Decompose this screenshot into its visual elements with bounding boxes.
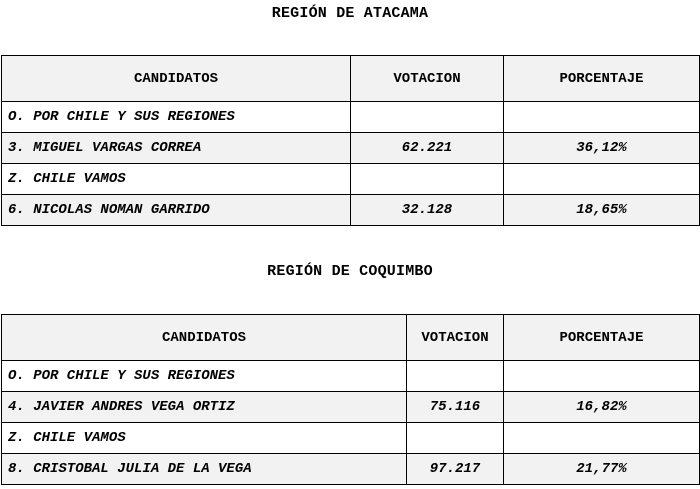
votes-cell xyxy=(407,361,504,392)
candidate-cell: Z. CHILE VAMOS xyxy=(2,164,351,195)
percent-cell xyxy=(504,423,700,454)
percent-cell: 21,77% xyxy=(504,454,700,485)
header-votes: VOTACION xyxy=(351,56,504,102)
percent-cell: 18,65% xyxy=(504,195,700,226)
votes-cell xyxy=(407,423,504,454)
table-row xyxy=(2,423,700,454)
header-percent: PORCENTAJE xyxy=(504,56,700,102)
candidate-cell: 4. JAVIER ANDRES VEGA ORTIZ xyxy=(2,392,407,423)
table-row xyxy=(2,195,700,226)
percent-cell xyxy=(504,361,700,392)
candidate-cell: O. POR CHILE Y SUS REGIONES xyxy=(2,361,407,392)
votes-cell: 75.116 xyxy=(407,392,504,423)
table-header-row xyxy=(2,315,700,361)
table-header-row xyxy=(2,56,700,102)
section-title-coquimbo: REGIÓN DE COQUIMBO xyxy=(267,263,433,280)
table-row xyxy=(2,102,700,133)
table-row xyxy=(2,164,700,195)
percent-cell: 16,82% xyxy=(504,392,700,423)
percent-cell xyxy=(504,102,700,133)
votes-cell: 97.217 xyxy=(407,454,504,485)
header-candidates: CANDIDATOS xyxy=(2,56,351,102)
candidate-cell: O. POR CHILE Y SUS REGIONES xyxy=(2,102,351,133)
candidate-cell: 3. MIGUEL VARGAS CORREA xyxy=(2,133,351,164)
votes-cell xyxy=(351,102,504,133)
percent-cell: 36,12% xyxy=(504,133,700,164)
votes-cell: 62.221 xyxy=(351,133,504,164)
header-candidates: CANDIDATOS xyxy=(2,315,407,361)
header-votes: VOTACION xyxy=(407,315,504,361)
candidate-cell: 6. NICOLAS NOMAN GARRIDO xyxy=(2,195,351,226)
table-row xyxy=(2,361,700,392)
votes-cell: 32.128 xyxy=(351,195,504,226)
percent-cell xyxy=(504,164,700,195)
section-title-atacama: REGIÓN DE ATACAMA xyxy=(271,5,429,22)
table-row xyxy=(2,392,700,423)
votes-cell xyxy=(351,164,504,195)
table-row xyxy=(2,454,700,485)
candidate-cell: Z. CHILE VAMOS xyxy=(2,423,407,454)
results-table-atacama xyxy=(1,55,700,226)
results-table-coquimbo xyxy=(1,314,700,485)
header-percent: PORCENTAJE xyxy=(504,315,700,361)
table-row xyxy=(2,133,700,164)
candidate-cell: 8. CRISTOBAL JULIA DE LA VEGA xyxy=(2,454,407,485)
